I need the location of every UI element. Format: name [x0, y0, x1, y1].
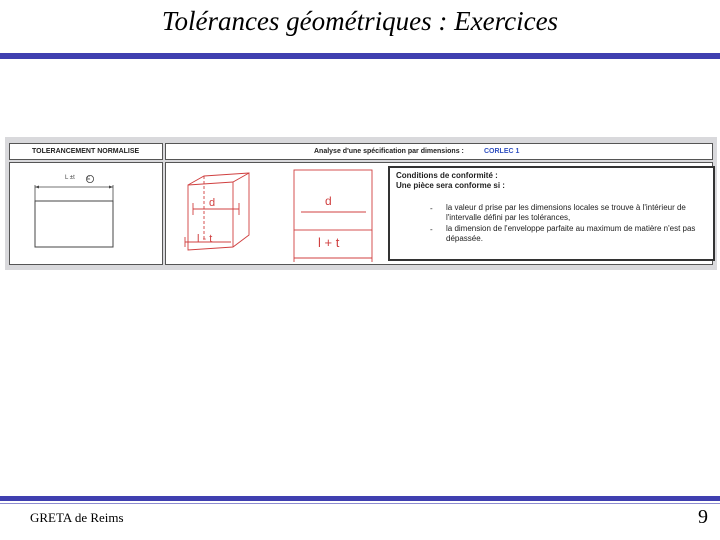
condition-bullet-2: -	[430, 225, 433, 234]
footer-divider-thin	[0, 503, 720, 504]
right-header-code: CORLEC 1	[484, 148, 520, 155]
condition-1: la valeur d prise par les dimensions locales se trouve à l'intérieur de l'intervalle défini par les tolérances,	[446, 203, 686, 222]
left-header: TOLERANCEMENT NORMALISE	[32, 148, 140, 155]
scanned-figure	[5, 137, 717, 270]
footer-divider	[0, 496, 720, 501]
conditions-title: Conditions de conformité :	[396, 171, 498, 180]
footer-organization: GRETA de Reims	[30, 510, 124, 525]
tolerance-mark: L ±t	[65, 175, 75, 181]
conditions-subtitle: Une pièce sera conforme si :	[396, 181, 505, 190]
box-label-l-minus-t: l - t	[197, 233, 213, 245]
condition-2: la dimension de l'enveloppe parfaite au maximum de matière n'est pas dépassée.	[446, 224, 696, 243]
conformity-conditions-box	[388, 166, 715, 261]
slide-title: Tolérances géométriques : Exercices	[161, 6, 559, 36]
condition-bullet-1: -	[430, 204, 433, 213]
box-label-d: d	[209, 197, 216, 209]
page-number: 9	[698, 506, 708, 528]
rect-label-l-plus-t: l + t	[318, 235, 340, 250]
right-header-label: Analyse d'une spécification par dimensions :	[314, 148, 464, 155]
rect-label-d: d	[325, 194, 332, 208]
title-divider	[0, 53, 720, 59]
envelope-symbol: E	[87, 176, 91, 182]
